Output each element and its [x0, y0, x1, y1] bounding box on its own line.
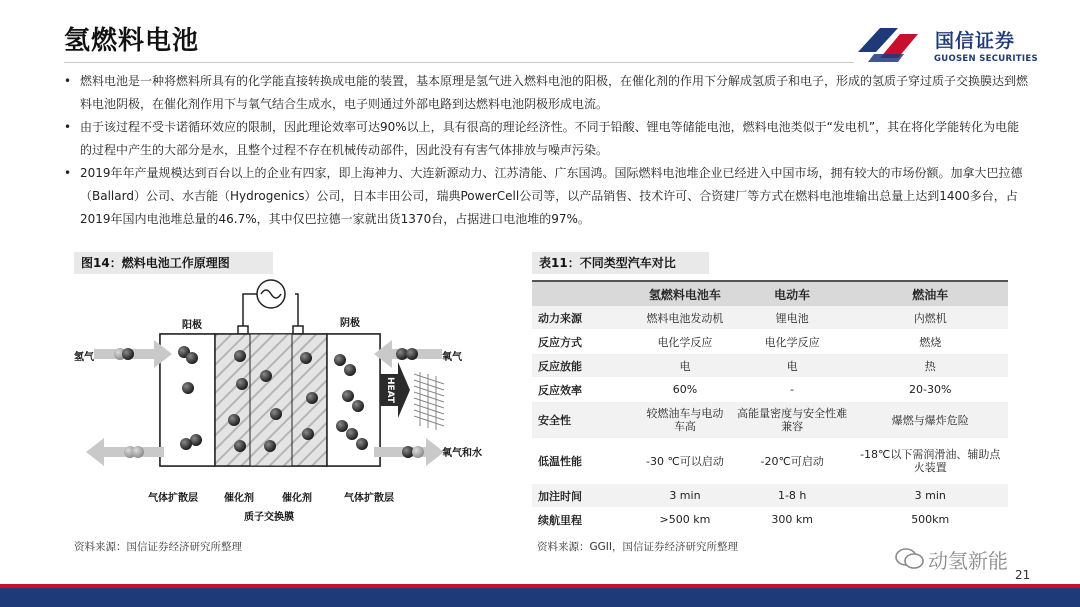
table-cell: -20℃可启动: [732, 439, 853, 484]
footer-bar: [0, 588, 1080, 607]
bullet-text: 燃料电池是一种将燃料所具有的化学能直接转换成电能的装置，基本原理是氢气进入燃料电池的阳极，在催化剂的作用下分解成氢质子和电子，形成的氢质子穿过质子交换膜达到燃料电池阴极，在催化剂作用下与氧气结合生成水，电子则通过外部电路到达燃料电池阴极形成电流。: [80, 74, 1029, 111]
vehicle-comparison-table: [532, 280, 1008, 532]
table-cell: -30 ℃可以启动: [638, 439, 732, 484]
radiator-icon: [414, 372, 444, 430]
table-source: 资料来源：GGII，国信证券经济研究所整理: [537, 541, 738, 553]
gdl-right-label: 气体扩散层: [344, 493, 394, 504]
figure-caption: 图14：燃料电池工作原理图: [74, 252, 273, 274]
row-header: 低温性能: [532, 439, 638, 484]
table-header-cell: 电动车: [732, 281, 853, 306]
table-row: [532, 484, 1008, 508]
table-cell: 电化学反应: [732, 330, 853, 354]
table-cell: 爆燃与爆炸危险: [852, 402, 1008, 439]
table-header-cell: [532, 281, 638, 306]
row-header: 反应效率: [532, 378, 638, 402]
catalyst-left-label: 催化剂: [224, 493, 254, 504]
table-cell: 燃料电池发动机: [638, 306, 732, 330]
oxygen-label: 氧气: [442, 352, 462, 363]
table-cell: 3 min: [638, 484, 732, 508]
table-cell: 3 min: [852, 484, 1008, 508]
heat-arrow: [380, 362, 410, 418]
external-circuit: [238, 280, 303, 334]
bullet-dot-icon: •: [64, 120, 72, 134]
page-number: 21: [1015, 568, 1031, 582]
row-header: 反应方式: [532, 330, 638, 354]
watermark-text: 动氢新能: [928, 549, 1008, 573]
table-cell: 电: [732, 354, 853, 378]
bullet-text: 由于该过程不受卡诺循环效应的限制，因此理论效率可达90%以上，具有很高的理论经济性。不同于铅酸、锂电等储能电池，燃料电池类似于“发电机”，其在将化学能转化为电能的过程中产生的大部分是水，且整个过程不存在机械传动部件，因此没有有害气体排放与噪声污染。: [80, 120, 1020, 157]
logo-text-en: GUOSEN SECURITIES: [934, 54, 1038, 64]
bullet-item: [62, 70, 1030, 116]
table-cell: 60%: [638, 378, 732, 402]
bullet-item: [62, 116, 1030, 162]
table-cell: 较燃油车与电动车高: [638, 402, 732, 439]
table-cell: 锂电池: [732, 306, 853, 330]
table-cell: -18℃以下需润滑油、辅助点火装置: [852, 439, 1008, 484]
table-row: [532, 354, 1008, 378]
table-cell: 300 km: [732, 508, 853, 532]
table-row: [532, 330, 1008, 354]
bullet-list: [62, 70, 1030, 231]
table-cell: 热: [852, 354, 1008, 378]
table-row: [532, 306, 1008, 330]
cathode-label: 阴极: [340, 318, 360, 329]
table-row: [532, 402, 1008, 439]
figure-source: 资料来源：国信证券经济研究所整理: [74, 541, 242, 553]
table-cell: 内燃机: [852, 306, 1008, 330]
row-header: 反应放能: [532, 354, 638, 378]
row-header: 动力来源: [532, 306, 638, 330]
row-header: 续航里程: [532, 508, 638, 532]
table-cell: 燃烧: [852, 330, 1008, 354]
oxygen-water-label: 氧气和水: [442, 448, 482, 459]
table-cell: 1-8 h: [732, 484, 853, 508]
bullet-item: [62, 162, 1030, 231]
row-header: 加注时间: [532, 484, 638, 508]
table-row: [532, 508, 1008, 532]
table-cell: 20-30%: [852, 378, 1008, 402]
bullet-dot-icon: •: [64, 166, 72, 180]
table-cell: 电: [638, 354, 732, 378]
table-header-row: [532, 281, 1008, 306]
table-cell: -: [732, 378, 853, 402]
row-header: 安全性: [532, 402, 638, 439]
table-row: [532, 439, 1008, 484]
table-cell: 500km: [852, 508, 1008, 532]
membrane-label: 质子交换膜: [244, 512, 294, 523]
table-cell: >500 km: [638, 508, 732, 532]
header-divider: [64, 62, 854, 63]
hydrogen-label: 氢气: [74, 352, 94, 363]
bullet-dot-icon: •: [64, 74, 72, 88]
table-cell: 电化学反应: [638, 330, 732, 354]
bullet-text: 2019年年产量规模达到百台以上的企业有四家，即上海神力、大连新源动力、江苏清能、广东国鸿。国际燃料电池堆企业已经进入中国市场，拥有较大的市场份额。加拿大巴拉德（Ballard）公司、水吉能（Hydrogenics）公司，日本丰田公司，瑞典PowerCell公司等，以产品销售、技术许可、合资建厂等方式在燃料电池堆输出总量上达到1400多台，占2019年国内电池堆总量的46.7%，其中仅巴拉德一家就出货1370台，占据进口电池堆的97%。: [80, 166, 1023, 226]
table-caption: 表11：不同类型汽车对比: [532, 252, 709, 274]
wechat-icon: [895, 548, 925, 570]
page-title: 氢燃料电池: [64, 26, 200, 56]
table-row: [532, 378, 1008, 402]
heat-label: HEAT: [385, 376, 395, 404]
fuel-cell-diagram: [62, 276, 506, 534]
catalyst-right-label: 催化剂: [282, 493, 312, 504]
table-header-cell: 燃油车: [852, 281, 1008, 306]
anode-label: 阳极: [182, 320, 202, 331]
logo-text-cn: 国信证券: [935, 30, 1016, 52]
table-header-cell: 氢燃料电池车: [638, 281, 732, 306]
table-cell: 高能量密度与安全性难兼容: [732, 402, 853, 439]
gdl-left-label: 气体扩散层: [148, 493, 198, 504]
